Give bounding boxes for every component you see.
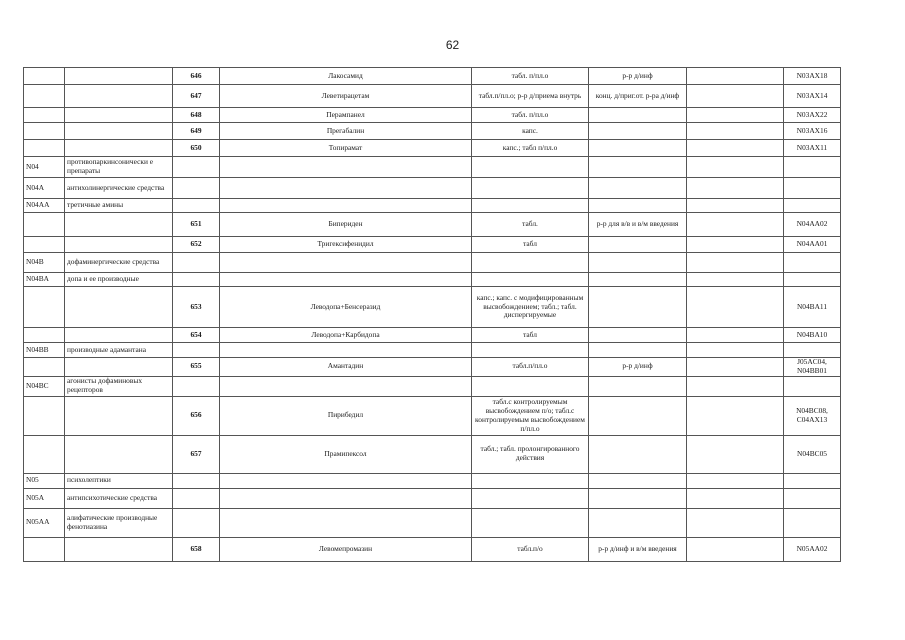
dosage-form: капс. <box>472 123 589 140</box>
row-number <box>173 343 220 358</box>
row-number: 655 <box>173 358 220 377</box>
dosage-form-injection: конц. д/приг.от. р-ра д/инф <box>589 85 687 108</box>
atc-group-name <box>65 435 173 473</box>
extra-cell <box>687 237 784 253</box>
drug-name: Тригексифенидил <box>220 237 472 253</box>
atc-group-code <box>24 140 65 157</box>
dosage-form: табл. <box>472 213 589 237</box>
table-row <box>24 85 841 108</box>
table-row <box>24 488 841 508</box>
atc-group-name <box>65 213 173 237</box>
drug-name: Прамипексол <box>220 435 472 473</box>
atc-group-code <box>24 396 65 435</box>
atc-code <box>784 376 841 396</box>
table-row <box>24 358 841 377</box>
extra-cell <box>687 140 784 157</box>
drug-name: Лакосамид <box>220 68 472 85</box>
page-number: 62 <box>445 38 460 52</box>
row-number <box>173 273 220 287</box>
atc-group-code: N04BB <box>24 343 65 358</box>
drug-name: Перампанел <box>220 108 472 123</box>
drug-name: Пирибедил <box>220 396 472 435</box>
atc-group-name: психолептики <box>65 473 173 488</box>
dosage-form-injection: р-р д/инф и в/м введения <box>589 537 687 561</box>
drug-name <box>220 376 472 396</box>
dosage-form <box>472 178 589 199</box>
dosage-form-injection <box>589 435 687 473</box>
row-number: 649 <box>173 123 220 140</box>
atc-group-name: алифатические производные фенотиазина <box>65 508 173 537</box>
dosage-form <box>472 508 589 537</box>
atc-code: N04AA01 <box>784 237 841 253</box>
extra-cell <box>687 85 784 108</box>
table-row <box>24 435 841 473</box>
atc-group-code: N04AA <box>24 199 65 213</box>
drug-name: Бипериден <box>220 213 472 237</box>
atc-group-code: N04BC <box>24 376 65 396</box>
extra-cell <box>687 213 784 237</box>
row-number: 651 <box>173 213 220 237</box>
atc-group-code <box>24 108 65 123</box>
dosage-form-injection <box>589 273 687 287</box>
atc-group-name: антипсихотические средства <box>65 488 173 508</box>
atc-group-name: антихолинергические средства <box>65 178 173 199</box>
drug-name: Леводопа+Бенсеразид <box>220 287 472 328</box>
atc-code <box>784 473 841 488</box>
atc-code: N04BC05 <box>784 435 841 473</box>
extra-cell <box>687 253 784 273</box>
dosage-form-injection <box>589 123 687 140</box>
table-row <box>24 68 841 85</box>
extra-cell <box>687 435 784 473</box>
dosage-form-injection <box>589 473 687 488</box>
drug-name: Леводопа+Карбидопа <box>220 328 472 343</box>
atc-group-code: N04 <box>24 157 65 178</box>
atc-group-name <box>65 287 173 328</box>
extra-cell <box>687 199 784 213</box>
atc-group-code: N04BA <box>24 273 65 287</box>
atc-group-name: дофаминергические средства <box>65 253 173 273</box>
table-row <box>24 178 841 199</box>
drug-name: Левомепромазин <box>220 537 472 561</box>
row-number <box>173 376 220 396</box>
atc-code: N05AA02 <box>784 537 841 561</box>
dosage-form <box>472 273 589 287</box>
dosage-form: табл. п/пл.о <box>472 108 589 123</box>
table-row <box>24 108 841 123</box>
row-number <box>173 253 220 273</box>
atc-code <box>784 508 841 537</box>
atc-group-name: агонисты дофаминовых рецепторов <box>65 376 173 396</box>
atc-code <box>784 488 841 508</box>
dosage-form-injection: р-р д/инф <box>589 68 687 85</box>
atc-group-name <box>65 68 173 85</box>
atc-group-code: N04A <box>24 178 65 199</box>
atc-group-code <box>24 123 65 140</box>
table-row <box>24 537 841 561</box>
drug-name <box>220 508 472 537</box>
table-row <box>24 287 841 328</box>
atc-group-code <box>24 85 65 108</box>
drug-list-table <box>23 67 841 562</box>
extra-cell <box>687 343 784 358</box>
table-body <box>24 68 841 562</box>
table-row <box>24 273 841 287</box>
row-number <box>173 157 220 178</box>
dosage-form: табл.п/пл.о <box>472 358 589 377</box>
dosage-form-injection <box>589 396 687 435</box>
table-row <box>24 328 841 343</box>
row-number: 653 <box>173 287 220 328</box>
dosage-form-injection <box>589 343 687 358</box>
atc-code: J05AC04, N04BB01 <box>784 358 841 377</box>
row-number: 657 <box>173 435 220 473</box>
atc-group-name: третичные амины <box>65 199 173 213</box>
table-row <box>24 508 841 537</box>
extra-cell <box>687 273 784 287</box>
dosage-form: табл. п/пл.о <box>472 68 589 85</box>
dosage-form-injection <box>589 108 687 123</box>
atc-code: N03AX14 <box>784 85 841 108</box>
table-row <box>24 253 841 273</box>
atc-group-code <box>24 435 65 473</box>
dosage-form-injection <box>589 237 687 253</box>
atc-code: N04BC08, C04AX13 <box>784 396 841 435</box>
atc-code <box>784 343 841 358</box>
atc-group-code <box>24 68 65 85</box>
atc-code: N03AX16 <box>784 123 841 140</box>
atc-code <box>784 199 841 213</box>
drug-name <box>220 488 472 508</box>
row-number: 652 <box>173 237 220 253</box>
atc-code <box>784 157 841 178</box>
extra-cell <box>687 508 784 537</box>
table-row <box>24 140 841 157</box>
row-number: 646 <box>173 68 220 85</box>
drug-name: Леветирацетам <box>220 85 472 108</box>
extra-cell <box>687 178 784 199</box>
atc-group-code: N05A <box>24 488 65 508</box>
table-row <box>24 123 841 140</box>
dosage-form: табл.с контролируемым высвобождением п/о; табл.с контролируемым высвобождением п/пл.о <box>472 396 589 435</box>
dosage-form-injection: р-р д/инф <box>589 358 687 377</box>
table-row <box>24 213 841 237</box>
dosage-form-injection <box>589 178 687 199</box>
dosage-form-injection <box>589 508 687 537</box>
atc-group-name <box>65 237 173 253</box>
dosage-form-injection <box>589 328 687 343</box>
dosage-form: табл.п/пл.о; р-р д/приема внутрь <box>472 85 589 108</box>
dosage-form-injection <box>589 140 687 157</box>
dosage-form-injection <box>589 157 687 178</box>
table-row <box>24 157 841 178</box>
atc-group-name <box>65 358 173 377</box>
dosage-form: капс.; табл п/пл.о <box>472 140 589 157</box>
table-row <box>24 376 841 396</box>
extra-cell <box>687 68 784 85</box>
dosage-form <box>472 473 589 488</box>
atc-code: N04BA10 <box>784 328 841 343</box>
row-number <box>173 488 220 508</box>
atc-group-name <box>65 123 173 140</box>
atc-group-code: N05AA <box>24 508 65 537</box>
dosage-form <box>472 343 589 358</box>
dosage-form-injection <box>589 199 687 213</box>
dosage-form: табл <box>472 328 589 343</box>
atc-group-name <box>65 85 173 108</box>
atc-code <box>784 273 841 287</box>
drug-name <box>220 343 472 358</box>
row-number: 656 <box>173 396 220 435</box>
row-number <box>173 473 220 488</box>
atc-group-code <box>24 328 65 343</box>
drug-name <box>220 157 472 178</box>
drug-name <box>220 473 472 488</box>
atc-group-name <box>65 537 173 561</box>
drug-name: Топирамат <box>220 140 472 157</box>
atc-group-name <box>65 108 173 123</box>
dosage-form-injection: р-р для в/в и в/м введения <box>589 213 687 237</box>
dosage-form-injection <box>589 253 687 273</box>
atc-code <box>784 253 841 273</box>
dosage-form <box>472 157 589 178</box>
atc-code: N03AX18 <box>784 68 841 85</box>
table-row <box>24 343 841 358</box>
atc-code <box>784 178 841 199</box>
drug-name: Амантадин <box>220 358 472 377</box>
dosage-form: табл <box>472 237 589 253</box>
dosage-form-injection <box>589 376 687 396</box>
atc-group-code <box>24 537 65 561</box>
extra-cell <box>687 473 784 488</box>
row-number <box>173 508 220 537</box>
table-row <box>24 237 841 253</box>
extra-cell <box>687 328 784 343</box>
extra-cell <box>687 157 784 178</box>
dosage-form: капс.; капс. с модифицированным высвобождением; табл.; табл. диспергируемые <box>472 287 589 328</box>
extra-cell <box>687 537 784 561</box>
row-number: 658 <box>173 537 220 561</box>
atc-code: N04AA02 <box>784 213 841 237</box>
dosage-form-injection <box>589 287 687 328</box>
row-number: 648 <box>173 108 220 123</box>
table-row <box>24 396 841 435</box>
atc-group-name <box>65 328 173 343</box>
extra-cell <box>687 287 784 328</box>
row-number <box>173 199 220 213</box>
dosage-form: табл.; табл. пролонгированного действия <box>472 435 589 473</box>
atc-code: N03AX11 <box>784 140 841 157</box>
atc-group-name: допа и ее производные <box>65 273 173 287</box>
row-number: 650 <box>173 140 220 157</box>
atc-group-code: N04B <box>24 253 65 273</box>
drug-name <box>220 178 472 199</box>
atc-group-code: N05 <box>24 473 65 488</box>
dosage-form <box>472 376 589 396</box>
atc-code: N03AX22 <box>784 108 841 123</box>
extra-cell <box>687 108 784 123</box>
drug-name <box>220 253 472 273</box>
extra-cell <box>687 376 784 396</box>
drug-name <box>220 199 472 213</box>
atc-group-name: противопаркинсонически е препараты <box>65 157 173 178</box>
table-row <box>24 199 841 213</box>
table-row <box>24 473 841 488</box>
dosage-form-injection <box>589 488 687 508</box>
atc-group-name <box>65 396 173 435</box>
dosage-form <box>472 488 589 508</box>
extra-cell <box>687 358 784 377</box>
dosage-form: табл.п/о <box>472 537 589 561</box>
dosage-form <box>472 199 589 213</box>
extra-cell <box>687 396 784 435</box>
atc-group-name <box>65 140 173 157</box>
atc-group-code <box>24 358 65 377</box>
atc-group-code <box>24 237 65 253</box>
extra-cell <box>687 488 784 508</box>
atc-group-code <box>24 287 65 328</box>
row-number: 647 <box>173 85 220 108</box>
row-number: 654 <box>173 328 220 343</box>
atc-group-code <box>24 213 65 237</box>
drug-name <box>220 273 472 287</box>
atc-group-name: производные адамантана <box>65 343 173 358</box>
extra-cell <box>687 123 784 140</box>
row-number <box>173 178 220 199</box>
atc-code: N04BA11 <box>784 287 841 328</box>
dosage-form <box>472 253 589 273</box>
drug-name: Прегабалин <box>220 123 472 140</box>
